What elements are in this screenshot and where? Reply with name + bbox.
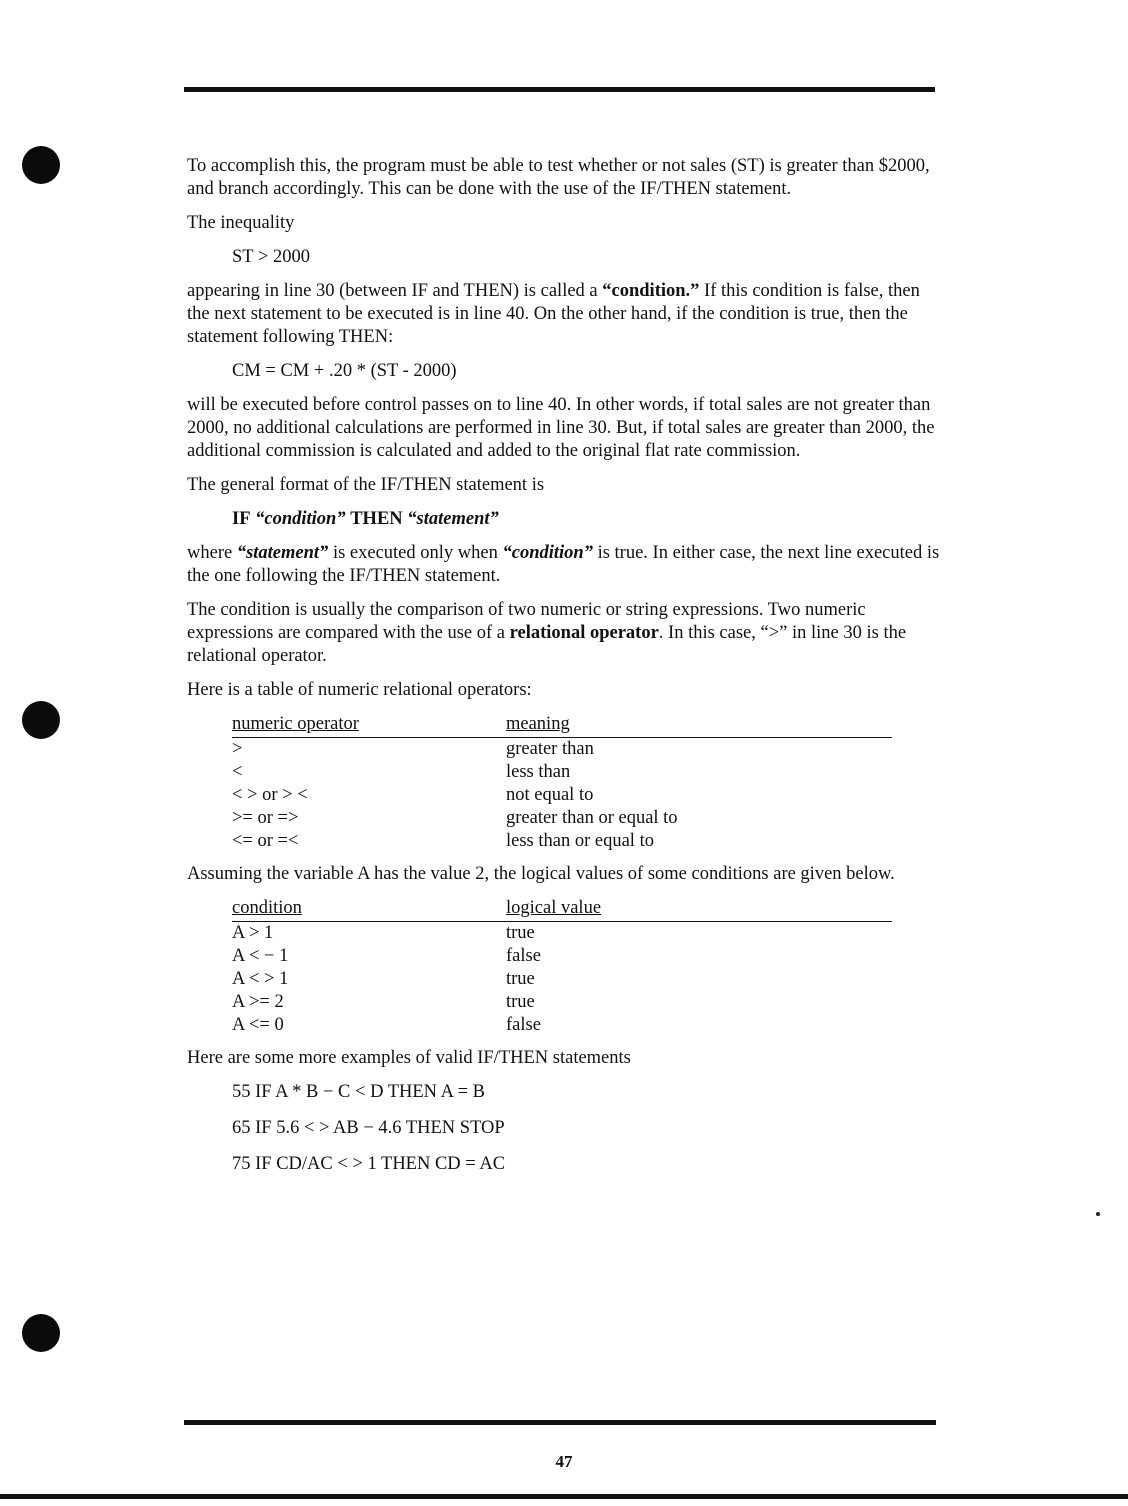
punch-hole [22, 1314, 60, 1352]
operator-cell: >= or => [232, 808, 299, 828]
top-rule [184, 87, 935, 92]
punch-hole [22, 701, 60, 739]
scan-speck [1096, 1212, 1100, 1216]
table-row [232, 830, 892, 853]
operators-table [232, 713, 892, 853]
page-body [187, 155, 947, 1189]
bottom-rule [184, 1420, 936, 1425]
footer-rule [0, 1494, 1128, 1499]
value-cell: true [506, 969, 535, 989]
paragraph: Here is a table of numeric relational operators: [187, 680, 532, 700]
table-row [232, 968, 892, 991]
value-cell: true [506, 923, 535, 943]
column-header: logical value [506, 897, 892, 922]
paragraph: will be executed before control passes on to line 40. In other words, if total sales are not greater than 2000, no additional calculations are performed in line 30. But, if total sales are greater than 2000, the additional commission is calculated and added to the original flat rate commission. [187, 395, 935, 461]
paragraph: The condition is usually the comparison of two numeric or string expressions. Two numeric expressions are compared with the use of a relational operator. In this case, “>” in line 30 is the relational operator. [187, 600, 907, 666]
value-cell: false [506, 946, 541, 966]
table-row [232, 922, 892, 946]
table-row [232, 945, 892, 968]
paragraph: Assuming the variable A has the value 2, the logical values of some conditions are given below. [187, 864, 895, 884]
condition-cell: A >= 2 [232, 992, 284, 1012]
condition-cell: A < > 1 [232, 969, 289, 989]
conditions-table [232, 897, 892, 1037]
paragraph: where “statement” is executed only when “condition” is true. In either case, the next line executed is the one following the IF/THEN statement. [187, 543, 940, 586]
operator-cell: > [232, 739, 243, 759]
table-row [232, 991, 892, 1014]
value-cell: false [506, 1015, 541, 1035]
punch-hole [22, 146, 60, 184]
example-statement: 65 IF 5.6 < > AB − 4.6 THEN STOP [232, 1118, 505, 1138]
meaning-cell: not equal to [506, 785, 594, 805]
condition-cell: A > 1 [232, 923, 274, 943]
meaning-cell: greater than or equal to [506, 808, 678, 828]
example-statement: 75 IF CD/AC < > 1 THEN CD = AC [232, 1154, 506, 1174]
general-format: IF “condition” THEN “statement” [232, 509, 499, 529]
column-header: condition [232, 897, 506, 922]
expression: ST > 2000 [232, 247, 310, 267]
table-row [232, 738, 892, 762]
condition-cell: A < − 1 [232, 946, 289, 966]
operator-cell: < > or > < [232, 785, 308, 805]
meaning-cell: greater than [506, 739, 594, 759]
paragraph: To accomplish this, the program must be able to test whether or not sales (ST) is greater than $2000, and branch accordingly. This can be done with the use of the IF/THEN statement. [187, 156, 930, 199]
paragraph: The inequality [187, 213, 295, 233]
meaning-cell: less than or equal to [506, 831, 654, 851]
paragraph: appearing in line 30 (between IF and THEN) is called a “condition.” If this condition is false, then the next statement to be executed is in line 40. On the other hand, if the condition is true, then the statement following THEN: [187, 281, 920, 347]
column-header: numeric operator [232, 713, 506, 738]
value-cell: true [506, 992, 535, 1012]
table-row [232, 807, 892, 830]
operator-cell: < [232, 762, 243, 782]
paragraph: Here are some more examples of valid IF/THEN statements [187, 1048, 631, 1068]
table-row [232, 784, 892, 807]
operator-cell: <= or =< [232, 831, 299, 851]
condition-cell: A <= 0 [232, 1015, 284, 1035]
table-row [232, 761, 892, 784]
table-row [232, 1014, 892, 1037]
example-statement: 55 IF A * B − C < D THEN A = B [232, 1082, 486, 1102]
expression: CM = CM + .20 * (ST - 2000) [232, 361, 457, 381]
page-number: 47 [555, 1452, 573, 1471]
meaning-cell: less than [506, 762, 571, 782]
column-header: meaning [506, 713, 892, 738]
paragraph: The general format of the IF/THEN statement is [187, 475, 545, 495]
